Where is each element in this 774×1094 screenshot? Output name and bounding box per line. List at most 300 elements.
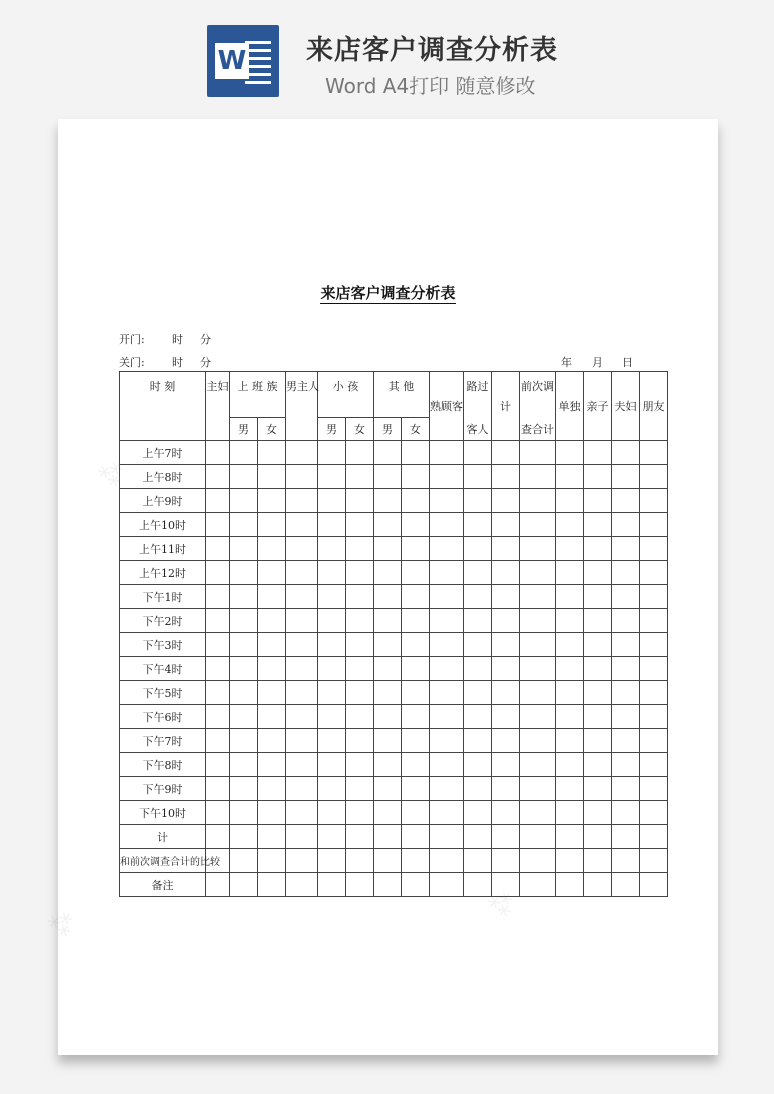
table-cell[interactable] [346,489,374,513]
table-cell[interactable] [230,681,258,705]
table-cell[interactable] [584,849,612,873]
table-cell[interactable] [612,849,640,873]
table-cell[interactable] [318,561,346,585]
table-cell[interactable] [374,777,402,801]
table-cell[interactable] [492,537,520,561]
table-cell[interactable] [286,561,318,585]
table-cell[interactable] [464,681,492,705]
table-cell[interactable] [318,777,346,801]
table-cell[interactable] [520,537,556,561]
table-cell[interactable] [464,705,492,729]
table-cell[interactable] [318,489,346,513]
table-cell[interactable] [584,489,612,513]
table-cell[interactable] [402,849,430,873]
table-cell[interactable] [584,705,612,729]
table-cell[interactable] [258,753,286,777]
table-cell[interactable] [286,489,318,513]
table-cell[interactable] [556,441,584,465]
table-cell[interactable] [258,441,286,465]
table-cell[interactable] [492,465,520,489]
table-cell[interactable] [206,657,230,681]
table-cell[interactable] [346,801,374,825]
table-cell[interactable] [374,585,402,609]
table-cell[interactable] [318,657,346,681]
table-cell[interactable] [556,561,584,585]
table-cell[interactable] [464,537,492,561]
table-cell[interactable] [374,633,402,657]
table-cell[interactable] [430,825,464,849]
table-cell[interactable] [556,657,584,681]
table-cell[interactable] [430,441,464,465]
table-cell[interactable] [318,801,346,825]
table-cell[interactable] [230,729,258,753]
table-cell[interactable] [402,705,430,729]
table-cell[interactable] [374,609,402,633]
table-cell[interactable] [402,513,430,537]
table-cell[interactable] [464,633,492,657]
table-cell[interactable] [464,801,492,825]
table-cell[interactable] [492,753,520,777]
table-cell[interactable] [464,825,492,849]
table-cell[interactable] [430,513,464,537]
table-cell[interactable] [286,657,318,681]
table-cell[interactable] [346,825,374,849]
table-cell[interactable] [258,873,286,897]
table-cell[interactable] [402,489,430,513]
table-cell[interactable] [464,609,492,633]
table-cell[interactable] [584,753,612,777]
table-cell[interactable] [258,465,286,489]
table-cell[interactable] [640,873,668,897]
table-cell[interactable] [346,657,374,681]
table-cell[interactable] [374,561,402,585]
table-cell[interactable] [612,801,640,825]
table-cell[interactable] [430,465,464,489]
table-cell[interactable] [556,873,584,897]
table-cell[interactable] [430,777,464,801]
table-cell[interactable] [584,633,612,657]
table-cell[interactable] [430,705,464,729]
table-cell[interactable] [402,753,430,777]
table-cell[interactable] [556,609,584,633]
table-cell[interactable] [520,705,556,729]
table-cell[interactable] [612,777,640,801]
table-cell[interactable] [640,705,668,729]
table-cell[interactable] [430,753,464,777]
table-cell[interactable] [556,777,584,801]
table-cell[interactable] [584,801,612,825]
table-cell[interactable] [584,585,612,609]
table-cell[interactable] [374,705,402,729]
table-cell[interactable] [640,681,668,705]
table-cell[interactable] [556,633,584,657]
table-cell[interactable] [402,633,430,657]
table-cell[interactable] [346,777,374,801]
table-cell[interactable] [584,825,612,849]
table-cell[interactable] [258,513,286,537]
table-cell[interactable] [492,513,520,537]
table-cell[interactable] [430,633,464,657]
table-cell[interactable] [430,801,464,825]
table-cell[interactable] [230,465,258,489]
table-cell[interactable] [640,729,668,753]
table-cell[interactable] [612,465,640,489]
table-cell[interactable] [318,537,346,561]
table-cell[interactable] [230,825,258,849]
table-cell[interactable] [430,585,464,609]
table-cell[interactable] [346,633,374,657]
table-cell[interactable] [612,489,640,513]
table-cell[interactable] [520,633,556,657]
table-cell[interactable] [318,633,346,657]
table-cell[interactable] [464,753,492,777]
table-cell[interactable] [520,753,556,777]
table-cell[interactable] [640,465,668,489]
table-cell[interactable] [640,801,668,825]
table-cell[interactable] [230,777,258,801]
table-cell[interactable] [402,537,430,561]
table-cell[interactable] [556,489,584,513]
table-cell[interactable] [318,465,346,489]
table-cell[interactable] [286,585,318,609]
table-cell[interactable] [402,465,430,489]
table-cell[interactable] [402,609,430,633]
table-cell[interactable] [258,537,286,561]
table-cell[interactable] [402,729,430,753]
table-cell[interactable] [206,561,230,585]
table-cell[interactable] [230,753,258,777]
table-cell[interactable] [520,513,556,537]
table-cell[interactable] [286,537,318,561]
table-cell[interactable] [374,801,402,825]
table-cell[interactable] [520,849,556,873]
table-cell[interactable] [584,777,612,801]
table-cell[interactable] [230,633,258,657]
table-cell[interactable] [640,585,668,609]
table-cell[interactable] [258,585,286,609]
table-cell[interactable] [206,489,230,513]
table-cell[interactable] [206,441,230,465]
table-cell[interactable] [206,681,230,705]
table-cell[interactable] [346,873,374,897]
table-cell[interactable] [402,777,430,801]
table-cell[interactable] [258,681,286,705]
table-cell[interactable] [612,705,640,729]
table-cell[interactable] [374,465,402,489]
table-cell[interactable] [492,849,520,873]
table-cell[interactable] [584,537,612,561]
table-cell[interactable] [258,489,286,513]
table-cell[interactable] [640,825,668,849]
table-cell[interactable] [258,609,286,633]
table-cell[interactable] [286,705,318,729]
table-cell[interactable] [230,873,258,897]
table-cell[interactable] [230,537,258,561]
table-cell[interactable] [520,441,556,465]
table-cell[interactable] [286,513,318,537]
table-cell[interactable] [584,873,612,897]
table-cell[interactable] [556,825,584,849]
table-cell[interactable] [258,849,286,873]
table-cell[interactable] [374,513,402,537]
table-cell[interactable] [318,849,346,873]
table-cell[interactable] [346,705,374,729]
table-cell[interactable] [374,753,402,777]
table-cell[interactable] [286,777,318,801]
table-cell[interactable] [492,801,520,825]
table-cell[interactable] [520,465,556,489]
table-cell[interactable] [584,441,612,465]
table-cell[interactable] [430,729,464,753]
table-cell[interactable] [640,537,668,561]
table-cell[interactable] [464,777,492,801]
table-cell[interactable] [556,753,584,777]
table-cell[interactable] [556,729,584,753]
table-cell[interactable] [206,513,230,537]
table-cell[interactable] [520,681,556,705]
table-cell[interactable] [520,873,556,897]
table-cell[interactable] [206,801,230,825]
table-cell[interactable] [584,681,612,705]
table-cell[interactable] [346,681,374,705]
table-cell[interactable] [206,705,230,729]
table-cell[interactable] [492,705,520,729]
table-cell[interactable] [612,873,640,897]
table-cell[interactable] [464,465,492,489]
table-cell[interactable] [230,585,258,609]
table-cell[interactable] [318,681,346,705]
table-cell[interactable] [374,825,402,849]
table-cell[interactable] [464,441,492,465]
table-cell[interactable] [520,825,556,849]
table-cell[interactable] [520,777,556,801]
table-cell[interactable] [258,657,286,681]
table-cell[interactable] [346,537,374,561]
table-cell[interactable] [430,537,464,561]
table-cell[interactable] [286,849,318,873]
table-cell[interactable] [402,585,430,609]
table-cell[interactable] [612,729,640,753]
table-cell[interactable] [374,729,402,753]
table-cell[interactable] [430,561,464,585]
table-cell[interactable] [318,729,346,753]
table-cell[interactable] [318,873,346,897]
table-cell[interactable] [464,729,492,753]
table-cell[interactable] [318,753,346,777]
table-cell[interactable] [258,729,286,753]
table-cell[interactable] [492,489,520,513]
table-cell[interactable] [402,561,430,585]
table-cell[interactable] [492,681,520,705]
table-cell[interactable] [286,609,318,633]
table-cell[interactable] [346,465,374,489]
table-cell[interactable] [346,585,374,609]
table-cell[interactable] [286,825,318,849]
table-cell[interactable] [556,681,584,705]
table-cell[interactable] [402,873,430,897]
table-cell[interactable] [206,825,230,849]
table-cell[interactable] [556,849,584,873]
table-cell[interactable] [230,609,258,633]
table-cell[interactable] [492,777,520,801]
table-cell[interactable] [492,633,520,657]
table-cell[interactable] [206,585,230,609]
table-cell[interactable] [640,777,668,801]
table-cell[interactable] [346,513,374,537]
table-cell[interactable] [640,753,668,777]
table-cell[interactable] [556,465,584,489]
table-cell[interactable] [230,561,258,585]
table-cell[interactable] [556,537,584,561]
table-cell[interactable] [492,825,520,849]
table-cell[interactable] [612,441,640,465]
table-cell[interactable] [640,561,668,585]
table-cell[interactable] [318,441,346,465]
table-cell[interactable] [430,489,464,513]
table-cell[interactable] [318,825,346,849]
table-cell[interactable] [640,633,668,657]
table-cell[interactable] [612,537,640,561]
table-cell[interactable] [402,681,430,705]
table-cell[interactable] [430,609,464,633]
table-cell[interactable] [206,873,230,897]
table-cell[interactable] [640,609,668,633]
table-cell[interactable] [520,801,556,825]
table-cell[interactable] [584,465,612,489]
table-cell[interactable] [492,441,520,465]
table-cell[interactable] [402,441,430,465]
table-cell[interactable] [584,657,612,681]
table-cell[interactable] [258,561,286,585]
table-cell[interactable] [346,729,374,753]
table-cell[interactable] [584,561,612,585]
table-cell[interactable] [206,465,230,489]
table-cell[interactable] [230,489,258,513]
table-cell[interactable] [584,609,612,633]
table-cell[interactable] [520,657,556,681]
table-cell[interactable] [230,657,258,681]
table-cell[interactable] [374,681,402,705]
table-cell[interactable] [492,657,520,681]
table-cell[interactable] [258,825,286,849]
table-cell[interactable] [230,441,258,465]
table-cell[interactable] [230,849,258,873]
table-cell[interactable] [374,849,402,873]
table-cell[interactable] [258,777,286,801]
table-cell[interactable] [492,873,520,897]
table-cell[interactable] [520,585,556,609]
table-cell[interactable] [206,633,230,657]
table-cell[interactable] [612,681,640,705]
table-cell[interactable] [640,441,668,465]
table-cell[interactable] [464,561,492,585]
table-cell[interactable] [286,681,318,705]
table-cell[interactable] [206,777,230,801]
table-cell[interactable] [464,873,492,897]
table-cell[interactable] [430,873,464,897]
table-cell[interactable] [556,513,584,537]
table-cell[interactable] [640,657,668,681]
table-cell[interactable] [464,489,492,513]
table-cell[interactable] [430,681,464,705]
table-cell[interactable] [230,801,258,825]
table-cell[interactable] [286,873,318,897]
table-cell[interactable] [430,657,464,681]
table-cell[interactable] [464,585,492,609]
table-cell[interactable] [374,489,402,513]
table-cell[interactable] [612,585,640,609]
table-cell[interactable] [374,441,402,465]
table-cell[interactable] [374,537,402,561]
table-cell[interactable] [318,609,346,633]
table-cell[interactable] [286,729,318,753]
table-cell[interactable] [612,561,640,585]
table-cell[interactable] [520,729,556,753]
table-cell[interactable] [206,609,230,633]
table-cell[interactable] [402,801,430,825]
table-cell[interactable] [612,513,640,537]
table-cell[interactable] [612,633,640,657]
table-cell[interactable] [640,489,668,513]
table-cell[interactable] [556,801,584,825]
table-cell[interactable] [346,753,374,777]
table-cell[interactable] [492,609,520,633]
table-cell[interactable] [612,609,640,633]
table-cell[interactable] [492,585,520,609]
table-cell[interactable] [640,849,668,873]
table-cell[interactable] [612,657,640,681]
table-cell[interactable] [584,513,612,537]
table-cell[interactable] [346,849,374,873]
table-cell[interactable] [318,513,346,537]
table-cell[interactable] [374,873,402,897]
table-cell[interactable] [206,753,230,777]
table-cell[interactable] [402,825,430,849]
table-cell[interactable] [286,633,318,657]
table-cell[interactable] [612,825,640,849]
table-cell[interactable] [318,585,346,609]
table-cell[interactable] [318,705,346,729]
table-cell[interactable] [346,609,374,633]
table-cell[interactable] [492,729,520,753]
table-cell[interactable] [640,513,668,537]
table-cell[interactable] [520,609,556,633]
table-cell[interactable] [464,849,492,873]
table-cell[interactable] [286,441,318,465]
table-cell[interactable] [464,513,492,537]
table-cell[interactable] [258,633,286,657]
table-cell[interactable] [286,801,318,825]
table-cell[interactable] [556,585,584,609]
table-cell[interactable] [520,561,556,585]
table-cell[interactable] [206,729,230,753]
table-cell[interactable] [464,657,492,681]
table-cell[interactable] [612,753,640,777]
table-cell[interactable] [230,513,258,537]
table-cell[interactable] [258,705,286,729]
table-cell[interactable] [346,561,374,585]
table-cell[interactable] [492,561,520,585]
table-cell[interactable] [520,489,556,513]
table-cell[interactable] [430,849,464,873]
table-cell[interactable] [556,705,584,729]
table-cell[interactable] [286,465,318,489]
table-cell[interactable] [230,705,258,729]
table-cell[interactable] [374,657,402,681]
table-cell[interactable] [402,657,430,681]
table-cell[interactable] [584,729,612,753]
table-cell[interactable] [346,441,374,465]
